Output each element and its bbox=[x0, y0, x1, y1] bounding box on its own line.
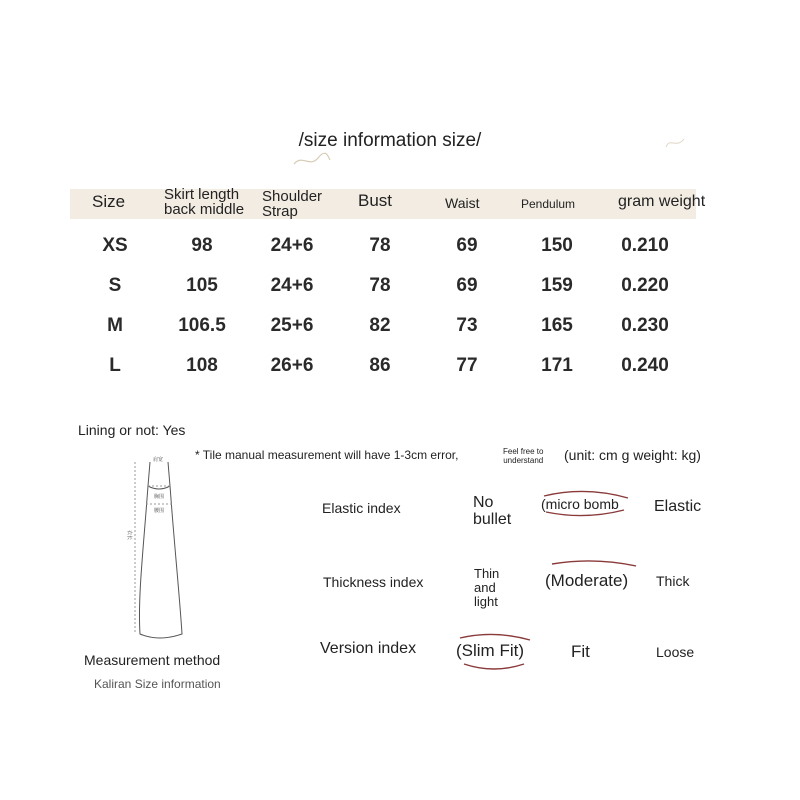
header-size: Size bbox=[92, 192, 126, 211]
label-length: 衣长 bbox=[126, 530, 132, 541]
cell-skirt-length: 108 bbox=[186, 355, 218, 376]
cell-skirt-length: 106.5 bbox=[178, 315, 226, 336]
header-skirt-length: Skirt length back middle bbox=[164, 186, 245, 218]
cell-skirt-length: 105 bbox=[186, 275, 218, 296]
elastic-option-micro-bomb: (micro bomb bbox=[541, 496, 619, 512]
elastic-selected-circle bbox=[538, 488, 632, 518]
cell-waist: 69 bbox=[456, 235, 478, 256]
version-option-fit: Fit bbox=[571, 642, 590, 661]
cell-bust: 78 bbox=[369, 275, 391, 296]
cell-size: XS bbox=[102, 235, 128, 256]
cell-gram-weight: 0.220 bbox=[621, 275, 669, 296]
cell-size: S bbox=[108, 275, 122, 296]
cell-bust: 86 bbox=[369, 355, 391, 376]
cell-pendulum: 150 bbox=[541, 235, 573, 256]
elastic-option-no-bullet: No bullet bbox=[473, 494, 512, 528]
cell-waist: 69 bbox=[456, 275, 478, 296]
measurement-note: * Tile manual measurement will have 1-3cm error, bbox=[195, 448, 459, 462]
version-index-label: Version index bbox=[320, 640, 417, 657]
header-bust: Bust bbox=[358, 191, 393, 210]
cell-shoulder-strap: 24+6 bbox=[270, 275, 314, 296]
cell-shoulder-strap: 25+6 bbox=[270, 315, 314, 336]
label-waist: 腰围 bbox=[154, 508, 165, 514]
dress-measurement-icon bbox=[120, 452, 200, 642]
brand-caption: Kaliran Size information bbox=[94, 677, 221, 691]
figure-caption: Measurement method bbox=[84, 652, 221, 668]
thickness-index-label: Thickness index bbox=[323, 574, 424, 590]
version-option-slim-fit: (Slim Fit) bbox=[456, 641, 524, 660]
header-waist: Waist bbox=[445, 195, 480, 211]
cell-skirt-length: 98 bbox=[191, 235, 213, 256]
cell-shoulder-strap: 26+6 bbox=[270, 355, 314, 376]
cell-waist: 73 bbox=[456, 315, 478, 336]
label-shoulder: 肩宽 bbox=[153, 457, 164, 463]
lining-info: Lining or not: Yes bbox=[78, 422, 186, 438]
header-shoulder-strap: Shoulder Strap bbox=[262, 188, 323, 220]
cell-pendulum: 165 bbox=[541, 315, 573, 336]
note-small-text: Feel free to understand bbox=[503, 447, 544, 465]
unit-note: (unit: cm g weight: kg) bbox=[564, 447, 701, 463]
cell-gram-weight: 0.230 bbox=[621, 315, 669, 336]
version-option-loose: Loose bbox=[656, 644, 695, 660]
cell-size: L bbox=[109, 355, 121, 376]
cell-pendulum: 159 bbox=[541, 275, 573, 296]
elastic-option-elastic: Elastic bbox=[654, 498, 702, 515]
cell-waist: 77 bbox=[456, 355, 478, 376]
cell-shoulder-strap: 24+6 bbox=[270, 235, 314, 256]
thickness-option-thick: Thick bbox=[656, 573, 690, 589]
decorative-sparkle-icon bbox=[662, 133, 692, 153]
cell-gram-weight: 0.240 bbox=[621, 355, 669, 376]
cell-pendulum: 171 bbox=[541, 355, 573, 376]
cell-bust: 82 bbox=[369, 315, 391, 336]
thickness-option-moderate: (Moderate) bbox=[545, 571, 629, 590]
label-bust: 胸围 bbox=[154, 494, 165, 500]
page-title: /size information size/ bbox=[298, 130, 482, 151]
cell-gram-weight: 0.210 bbox=[621, 235, 669, 256]
header-pendulum: Pendulum bbox=[521, 197, 576, 211]
version-selected-circle bbox=[454, 630, 534, 672]
decorative-swirl-icon bbox=[292, 152, 332, 168]
elastic-index-label: Elastic index bbox=[322, 500, 401, 516]
thickness-selected-circle bbox=[544, 558, 644, 592]
header-gram-weight: gram weight bbox=[618, 193, 706, 210]
thickness-option-thin-and-light: Thin and light bbox=[474, 566, 500, 609]
cell-size: M bbox=[107, 315, 123, 336]
cell-bust: 78 bbox=[369, 235, 391, 256]
